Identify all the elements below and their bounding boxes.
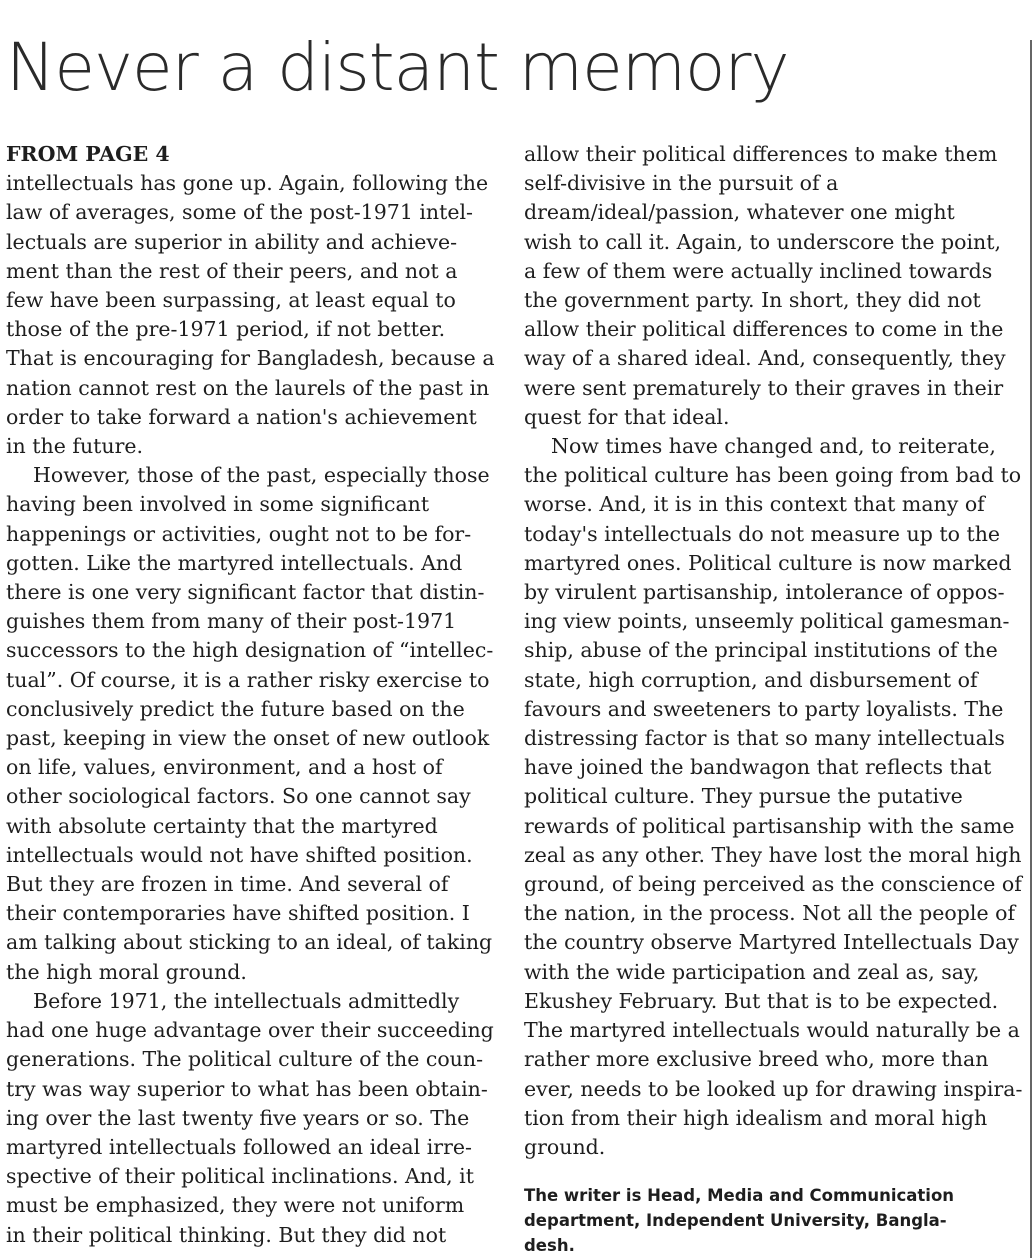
text-line: ground. xyxy=(524,1134,606,1159)
text-line: ing view points, unseemly political gamesman- xyxy=(524,609,1010,634)
kicker: FROM PAGE 4 xyxy=(6,142,170,166)
paragraph xyxy=(524,140,1018,432)
text-line: conclusively predict the future based on the xyxy=(6,696,465,721)
text-line: were sent prematurely to their graves in their xyxy=(524,375,1004,400)
author-credit xyxy=(524,1183,1014,1258)
text-line: today's intellectuals do not measure up to the xyxy=(524,521,1001,546)
text-line: spective of their political inclinations. And, it xyxy=(6,1164,474,1189)
text-line: generations. The political culture of the coun- xyxy=(6,1047,483,1072)
text-line: ground, of being perceived as the conscience of xyxy=(524,872,1022,897)
text-line: tual”. Of course, it is a rather risky exercise to xyxy=(6,667,490,692)
text-line: wish to call it. Again, to underscore the point, xyxy=(524,229,1001,254)
text-line: martyred ones. Political culture is now marked xyxy=(524,550,1012,575)
text-line: rewards of political partisanship with the same xyxy=(524,813,1015,838)
text-line: successors to the high designation of “intellec- xyxy=(6,638,494,663)
paragraph xyxy=(6,987,500,1250)
article-column-2 xyxy=(524,140,1023,1162)
text-line: martyred intellectuals followed an ideal irre- xyxy=(6,1134,472,1159)
text-line: on life, values, environment, and a host of xyxy=(6,755,443,780)
text-line: their contemporaries have shifted position. I xyxy=(6,901,470,926)
text-line: favours and sweeteners to party loyalists. The xyxy=(524,696,1004,721)
text-line: But they are frozen in time. And several of xyxy=(6,872,449,897)
text-line: am talking about sticking to an ideal, of taking xyxy=(6,930,493,955)
text-line: gotten. Like the martyred intellectuals. And xyxy=(6,550,463,575)
text-line: guishes them from many of their post-1971 xyxy=(6,609,457,634)
text-line: the high moral ground. xyxy=(6,959,247,984)
text-line: quest for that ideal. xyxy=(524,404,730,429)
text-line: order to take forward a nation's achievement xyxy=(6,404,477,429)
text-line: the political culture has been going from bad to xyxy=(524,463,1022,488)
text-line: try was way superior to what has been obtain- xyxy=(6,1076,488,1101)
paragraph xyxy=(6,461,500,987)
text-line: having been involved in some significant xyxy=(6,492,430,517)
text-line: have joined the bandwagon that reflects that xyxy=(524,755,992,780)
headline: Never a distant memory xyxy=(6,29,789,106)
text-line: intellectuals has gone up. Again, following the xyxy=(6,171,489,196)
text-line: Ekushey February. But that is to be expected. xyxy=(524,988,999,1013)
text-line: zeal as any other. They have lost the moral high xyxy=(524,842,1022,867)
paragraph xyxy=(6,169,500,461)
text-line: way of a shared ideal. And, consequently, they xyxy=(524,346,1006,371)
text-line: ing over the last twenty five years or so. The xyxy=(6,1105,470,1130)
text-line: past, keeping in view the onset of new outlook xyxy=(6,726,490,751)
text-line: a few of them were actually inclined towards xyxy=(524,258,993,283)
text-line: the country observe Martyred Intellectuals Day xyxy=(524,930,1019,955)
text-line: those of the pre-1971 period, if not better. xyxy=(6,317,446,342)
text-line: had one huge advantage over their succeeding xyxy=(6,1018,494,1043)
text-line: rather more exclusive breed who, more than xyxy=(524,1047,989,1072)
text-line: by virulent partisanship, intolerance of oppos- xyxy=(524,580,1005,605)
text-line: the nation, in the process. Not all the people of xyxy=(524,901,1016,926)
text-line: That is encouraging for Bangladesh, because a xyxy=(6,346,495,371)
article-column-1 xyxy=(6,140,500,1250)
text-line: ship, abuse of the principal institutions of the xyxy=(524,638,998,663)
text-line: law of averages, some of the post-1971 intel- xyxy=(6,200,473,225)
text-line: However, those of the past, especially those xyxy=(33,463,490,488)
text-line: allow their political differences to come in the xyxy=(524,317,1004,342)
text-line: few have been surpassing, at least equal to xyxy=(6,288,456,313)
text-line: ever, needs to be looked up for drawing inspira- xyxy=(524,1076,1023,1101)
text-line: in the future. xyxy=(6,434,144,459)
paragraph xyxy=(524,432,1023,1162)
text-line: nation cannot rest on the laurels of the past in xyxy=(6,375,490,400)
text-line: political culture. They pursue the putative xyxy=(524,784,963,809)
text-line: lectuals are superior in ability and achieve- xyxy=(6,229,458,254)
text-line: the government party. In short, they did not xyxy=(524,288,981,313)
text-line: happenings or activities, ought not to be for- xyxy=(6,521,472,546)
text-line: must be emphasized, they were not uniform xyxy=(6,1193,465,1218)
credit-line: The writer is Head, Media and Communication xyxy=(524,1186,955,1205)
text-line: Before 1971, the intellectuals admittedly xyxy=(33,988,460,1013)
text-line: self-divisive in the pursuit of a xyxy=(524,171,839,196)
text-line: in their political thinking. But they did not xyxy=(6,1222,447,1247)
text-line: tion from their high idealism and moral high xyxy=(524,1105,988,1130)
text-line: Now times have changed and, to reiterate, xyxy=(551,434,996,459)
text-line: with absolute certainty that the martyred xyxy=(6,813,438,838)
text-line: with the wide participation and zeal as, say, xyxy=(524,959,980,984)
text-line: ment than the rest of their peers, and not a xyxy=(6,258,458,283)
text-line: intellectuals would not have shifted position. xyxy=(6,842,473,867)
text-line: The martyred intellectuals would naturally be a xyxy=(524,1018,1020,1043)
column-rule xyxy=(1030,40,1032,1258)
text-line: worse. And, it is in this context that many of xyxy=(524,492,985,517)
text-line: distressing factor is that so many intellectuals xyxy=(524,726,1005,751)
text-line: other sociological factors. So one cannot say xyxy=(6,784,471,809)
text-line: allow their political differences to make them xyxy=(524,142,998,166)
credit-line: department, Independent University, Bangla- xyxy=(524,1211,947,1230)
text-line: there is one very significant factor that distin- xyxy=(6,580,485,605)
text-line: dream/ideal/passion, whatever one might xyxy=(524,200,955,225)
credit-line: desh. xyxy=(524,1236,575,1255)
text-line: state, high corruption, and disbursement of xyxy=(524,667,978,692)
